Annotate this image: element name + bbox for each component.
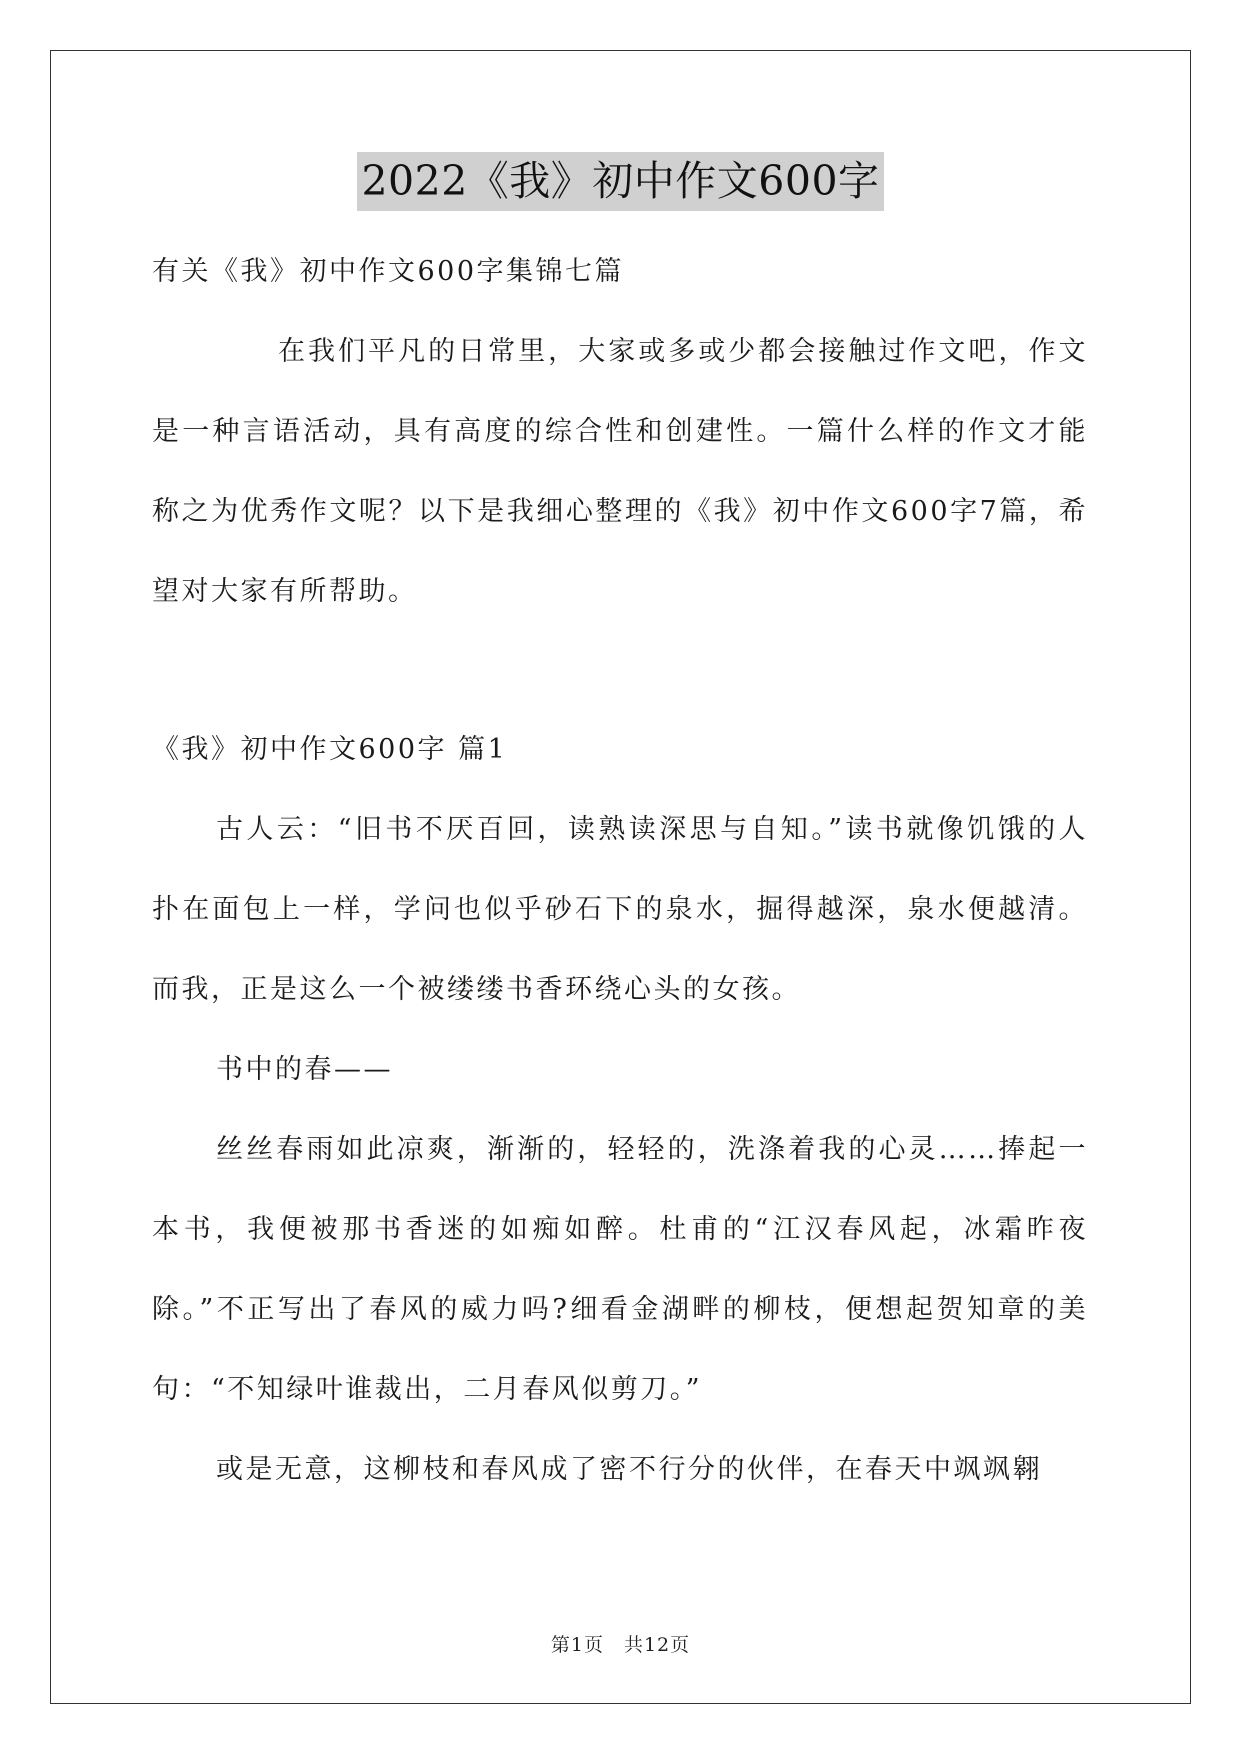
document-title: 2022《我》初中作文600字: [357, 152, 883, 211]
section-heading: 《我》初中作文600字 篇1: [152, 734, 508, 765]
page-footer: [0, 1630, 1241, 1657]
intro-paragraph: 在我们平凡的日常里，大家或多或少都会接触过作文吧，作文是一种言语活动，具有高度的综合性和创建性。一篇什么样的作文才能称之为优秀作文呢？以下是我细心整理的《我》初中作文600字7篇，希望对大家有所帮助。: [152, 336, 1088, 607]
document-subtitle: 有关《我》初中作文600字集锦七篇: [152, 256, 625, 287]
section-gap: [152, 632, 1088, 710]
page-number: 第1页: [550, 1634, 604, 1656]
document-body: [152, 232, 1088, 1510]
title-container: [0, 152, 1241, 211]
body-paragraph: 古人云：“旧书不厌百回，读熟读深思与自知。”读书就像饥饿的人扑在面包上一样，学问也似乎砂石下的泉水，掘得越深，泉水便越清。而我，正是这么一个被缕缕书香环绕心头的女孩。: [152, 814, 1088, 1005]
body-paragraph: 丝丝春雨如此凉爽，渐渐的，轻轻的，洗涤着我的心灵……捧起一本书，我便被那书香迷的如痴如醉。杜甫的“江汉春风起，冰霜昨夜除。”不正写出了春风的威力吗?细看金湖畔的柳枝，便想起贺知章的美句：“不知绿叶谁裁出，二月春风似剪刀。”: [152, 1134, 1088, 1405]
body-paragraph: 或是无意，这柳枝和春风成了密不行分的伙伴，在春天中飒飒翱: [216, 1454, 1042, 1485]
page-total: 共12页: [623, 1634, 691, 1656]
body-paragraph: 书中的春——: [216, 1054, 393, 1085]
